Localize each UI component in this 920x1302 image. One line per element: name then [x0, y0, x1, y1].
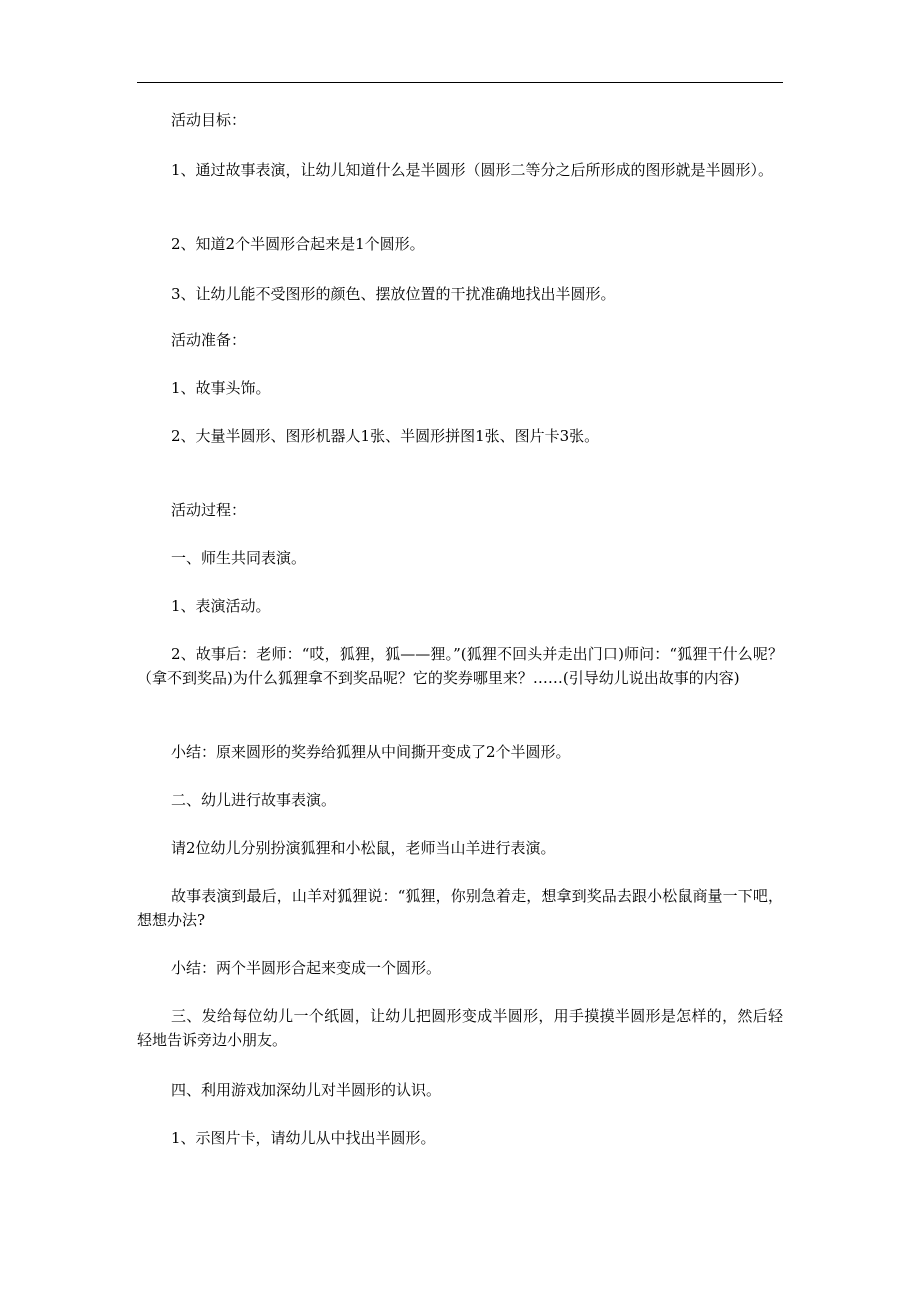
paragraph: 2、故事后：老师：“哎，狐狸，狐——狸。”(狐狸不回头并走出门口)师问：“狐狸干什么呢？（拿不到奖品)为什么狐狸拿不到奖品呢？它的奖券哪里来？……(引导幼儿说出故事的内容) [137, 645, 783, 687]
paragraph: 四、利用游戏加深幼儿对半圆形的认识。 [171, 1081, 442, 1099]
paragraph: 小结：原来圆形的奖券给狐狸从中间撕开变成了2个半圆形。 [171, 743, 571, 761]
paragraph: 1、表演活动。 [171, 597, 271, 615]
paragraph: 3、让幼儿能不受图形的颜色、摆放位置的干扰准确地找出半圆形。 [171, 285, 616, 303]
header-rule [137, 82, 783, 83]
paragraph: 故事表演到最后，山羊对狐狸说：“狐狸，你别急着走，想拿到奖品去跟小松鼠商量一下吧，想想办法? [137, 887, 783, 929]
paragraph: 2、大量半圆形、图形机器人1张、半圆形拼图1张、图片卡3张。 [171, 427, 600, 445]
paragraph: 1、示图片卡，请幼儿从中找出半圆形。 [171, 1129, 436, 1147]
paragraph: 小结：两个半圆形合起来变成一个圆形。 [171, 959, 442, 977]
paragraph: 1、故事头饰。 [171, 379, 271, 397]
section-heading-goals: 活动目标： [171, 111, 247, 129]
paragraph: 一、师生共同表演。 [171, 549, 307, 567]
paragraph: 1、通过故事表演，让幼儿知道什么是半圆形（圆形二等分之后所形成的图形就是半圆形）。 [171, 161, 774, 179]
paragraph: 三、发给每位幼儿一个纸圆，让幼儿把圆形变成半圆形，用手摸摸半圆形是怎样的，然后轻轻地告诉旁边小朋友。 [137, 1007, 783, 1049]
section-heading-preparation: 活动准备： [171, 331, 247, 349]
paragraph: 二、幼儿进行故事表演。 [171, 791, 337, 809]
paragraph: 2、知道2个半圆形合起来是1个圆形。 [171, 235, 425, 253]
section-heading-process: 活动过程： [171, 501, 247, 519]
paragraph: 请2位幼儿分别扮演狐狸和小松鼠，老师当山羊进行表演。 [171, 839, 556, 857]
